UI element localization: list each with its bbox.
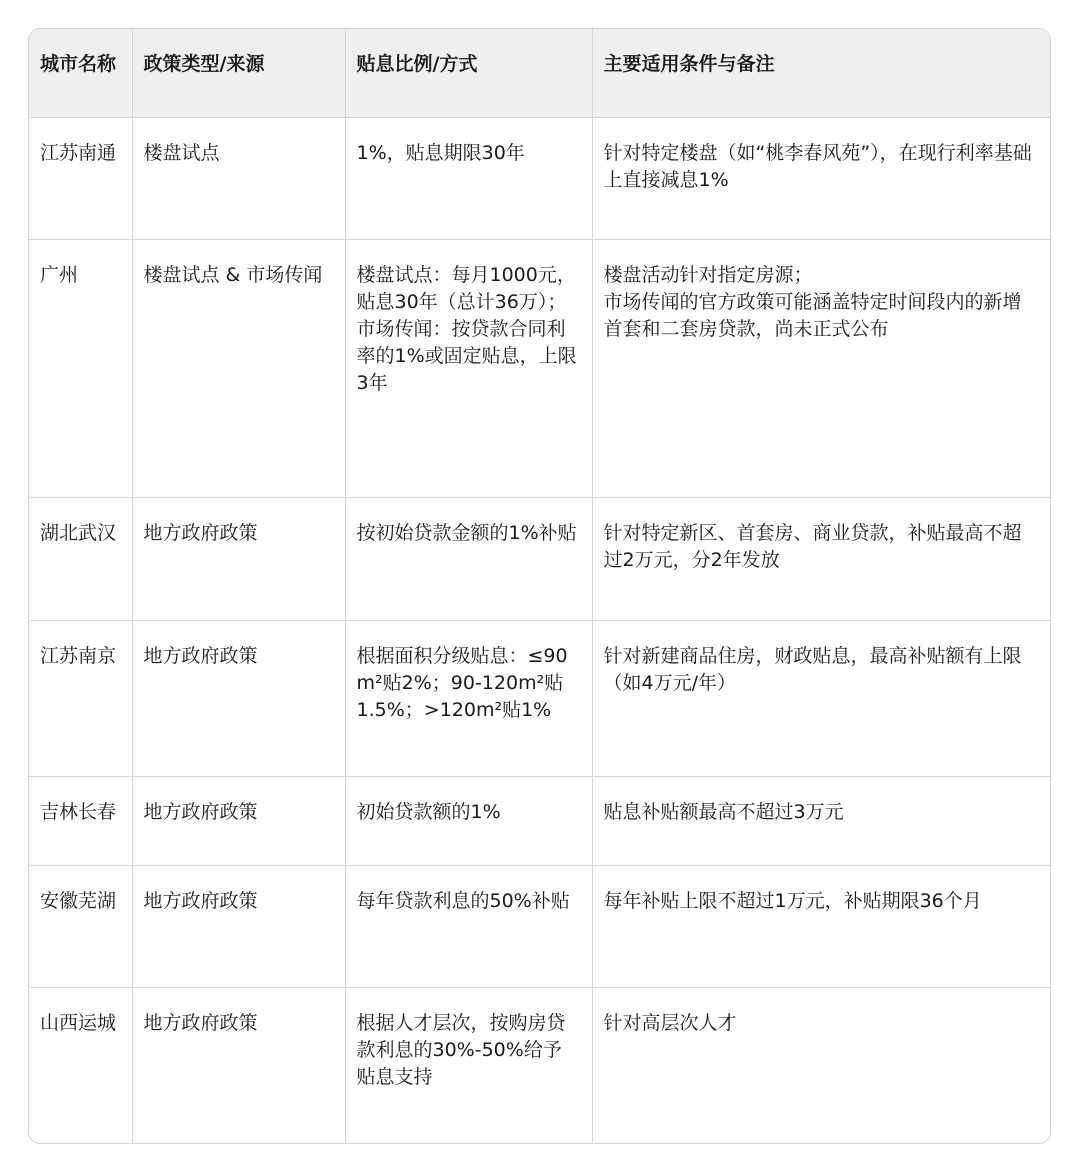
cell-city: 吉林长春 — [29, 776, 132, 865]
table-row — [29, 239, 1050, 497]
cell-city: 湖北武汉 — [29, 497, 132, 620]
cell-policy-type: 楼盘试点 & 市场传闻 — [132, 239, 345, 497]
cell-subsidy — [345, 776, 592, 865]
cell-city: 广州 — [29, 239, 132, 497]
cell-conditions — [592, 620, 1050, 776]
header-city: 城市名称 — [29, 29, 132, 117]
cell-subsidy — [345, 497, 592, 620]
cell-conditions — [592, 239, 1050, 497]
cell-city: 江苏南通 — [29, 117, 132, 239]
cell-policy-type: 地方政府政策 — [132, 865, 345, 987]
cell-subsidy — [345, 117, 592, 239]
table-row — [29, 117, 1050, 239]
conditions-line: 楼盘活动针对指定房源； — [603, 263, 813, 286]
cell-subsidy — [345, 987, 592, 1144]
subsidy-line: 根据人才层次，按购房贷款利息的30%-50%给予贴息支持 — [356, 1011, 566, 1088]
table-row — [29, 865, 1050, 987]
table-row — [29, 497, 1050, 620]
cell-city: 安徽芜湖 — [29, 865, 132, 987]
header-subsidy: 贴息比例/方式 — [345, 29, 592, 117]
header-policy-type: 政策类型/来源 — [132, 29, 345, 117]
table-row — [29, 776, 1050, 865]
header-conditions: 主要适用条件与备注 — [592, 29, 1050, 117]
cell-policy-type: 楼盘试点 — [132, 117, 345, 239]
subsidy-line: 市场传闻：按贷款合同利率的1%或固定贴息，上限3年 — [356, 317, 577, 394]
conditions-line: 针对特定楼盘（如“桃李春风苑”），在现行利率基础上直接减息1% — [603, 141, 1032, 191]
cell-policy-type: 地方政府政策 — [132, 987, 345, 1144]
conditions-line: 每年补贴上限不超过1万元，补贴期限36个月 — [603, 889, 982, 912]
cell-conditions — [592, 987, 1050, 1144]
conditions-line: 贴息补贴额最高不超过3万元 — [603, 800, 844, 823]
cell-conditions — [592, 117, 1050, 239]
cell-city: 山西运城 — [29, 987, 132, 1144]
cell-subsidy — [345, 865, 592, 987]
subsidy-line: 根据面积分级贴息：≤90m²贴2%；90-120m²贴1.5%；>120m²贴1% — [356, 644, 568, 721]
subsidy-line: 楼盘试点：每月1000元，贴息30年（总计36万）； — [356, 263, 576, 313]
policy-table — [29, 29, 1050, 1144]
subsidy-line: 每年贷款利息的50%补贴 — [356, 889, 570, 912]
table-row — [29, 620, 1050, 776]
cell-conditions — [592, 497, 1050, 620]
conditions-line: 针对新建商品住房，财政贴息，最高补贴额有上限（如4万元/年） — [603, 644, 1022, 694]
cell-city: 江苏南京 — [29, 620, 132, 776]
cell-conditions — [592, 865, 1050, 987]
conditions-line: 市场传闻的官方政策可能涵盖特定时间段内的新增首套和二套房贷款，尚未正式公布 — [603, 290, 1022, 340]
cell-subsidy — [345, 620, 592, 776]
subsidy-line: 初始贷款额的1% — [356, 800, 501, 823]
cell-policy-type: 地方政府政策 — [132, 776, 345, 865]
subsidy-line: 1%，贴息期限30年 — [356, 141, 525, 164]
policy-table-container — [28, 28, 1051, 1144]
cell-policy-type: 地方政府政策 — [132, 497, 345, 620]
table-header-row — [29, 29, 1050, 117]
table-row — [29, 987, 1050, 1144]
cell-conditions — [592, 776, 1050, 865]
cell-policy-type: 地方政府政策 — [132, 620, 345, 776]
cell-subsidy — [345, 239, 592, 497]
subsidy-line: 按初始贷款金额的1%补贴 — [356, 521, 577, 544]
conditions-line: 针对高层次人才 — [603, 1011, 737, 1034]
conditions-line: 针对特定新区、首套房、商业贷款，补贴最高不超过2万元，分2年发放 — [603, 521, 1022, 571]
